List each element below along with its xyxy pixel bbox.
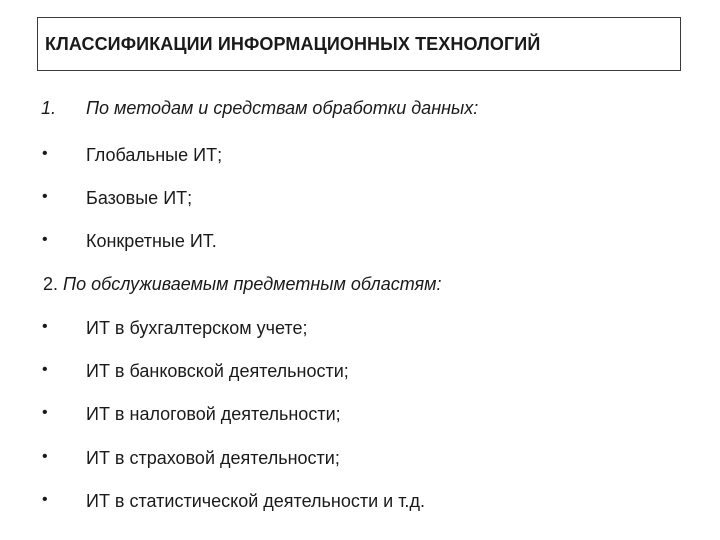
list-item-text: ИТ в страховой деятельности; <box>86 448 340 468</box>
list-item-text: ИТ в бухгалтерском учете; <box>86 318 308 338</box>
list-item-text: ИТ в банковской деятельности; <box>86 361 349 381</box>
bullet-icon: • <box>42 318 48 335</box>
bullet-icon: • <box>42 404 48 421</box>
list-item-text: Базовые ИТ; <box>86 188 193 208</box>
list-item-text: ИТ в статистической деятельности и т.д. <box>86 491 425 511</box>
bullet-icon: • <box>42 231 48 248</box>
list-item-text: Глобальные ИТ; <box>86 145 223 165</box>
section2-heading-wrap <box>43 274 441 295</box>
section1-number: 1. <box>41 98 57 118</box>
title-box <box>37 17 681 71</box>
section2-number: 2. <box>43 274 59 294</box>
bullet-icon: • <box>42 491 48 508</box>
bullet-icon: • <box>42 448 48 465</box>
section2-heading: По обслуживаемым предметным областям: <box>63 274 442 294</box>
section1-heading: По методам и средствам обработки данных: <box>86 98 479 118</box>
list-item-text: ИТ в налоговой деятельности; <box>86 404 341 424</box>
bullet-icon: • <box>42 188 48 205</box>
bullet-icon: • <box>42 145 48 162</box>
list-item-text: Конкретные ИТ. <box>86 231 217 251</box>
page-title: КЛАССИФИКАЦИИ ИНФОРМАЦИОННЫХ ТЕХНОЛОГИЙ <box>45 33 541 54</box>
bullet-icon: • <box>42 361 48 378</box>
